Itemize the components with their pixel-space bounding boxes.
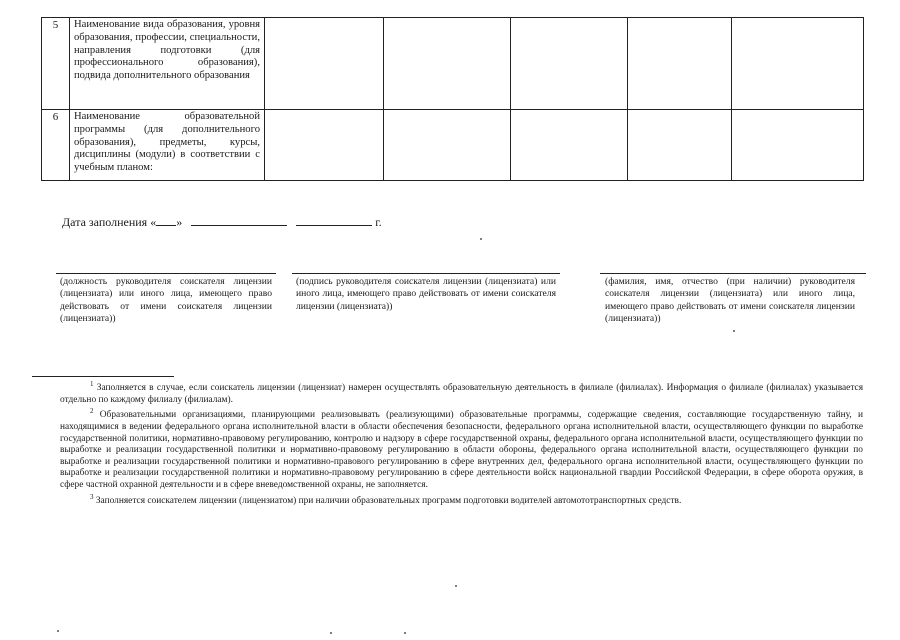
table-cell[interactable]: [732, 18, 864, 110]
table-row: [42, 18, 864, 110]
scan-speck: [733, 330, 735, 332]
scan-speck: [57, 630, 59, 632]
row-label: Наименование вида образования, уровня образования, профессии, специальности, направления подготовки (для профессионального образования), подвида дополнительного образования: [70, 18, 265, 110]
scan-speck: [455, 585, 457, 587]
footnote-mark: 3: [90, 492, 94, 501]
table-cell[interactable]: [628, 110, 732, 181]
day-field[interactable]: [156, 214, 176, 226]
footnote-text: Образовательными организациями, планирующими реализовывать (реализующими) образовательные программы, содержащие сведения, составляющие государственную тайну, и находящимися в ведении федерального органа исполнительной власти в области обеспечения безопасности, федерального органа исполнительной власти, осуществляющего функции по выработке государственной политики, нормативно-правовому регулированию, контролю и надзору в сфере государственной охраны, федерального органа исполнительной власти, осуществляющего функции по выработке и реализации государственной политики и нормативно-правовому регулированию в области обороны, федерального органа исполнительной власти, осуществляющего функции по выработке и реализации государственной политики и нормативно-правового регулированию в сфере внутренних дел, федерального органа исполнительной власти, осуществляющего функции по выработке и реализации государственной политики и нормативно-правовому регулированию в сфере деятельности войск национальной гвардии Российской Федерации, в сфере оборота оружия, в сфере частной охранной деятельности и в сфере вневедомственной охраны, не заполняется.: [60, 410, 863, 490]
scan-speck: [330, 632, 332, 634]
signature-caption: (подпись руководителя соискателя лицензии (лицензиата) или иного лица, имеющего право действовать от имени соискателя лицензии (лицензиата)): [296, 276, 556, 312]
footnote-mark: 2: [90, 407, 94, 416]
footnote-text: Заполняется соискателем лицензии (лицензиатом) при наличии образовательных программ подготовки водителей автомототранспортных средств.: [95, 495, 682, 506]
table-cell[interactable]: [384, 18, 511, 110]
licence-data-table: [41, 17, 864, 181]
table-cell[interactable]: [511, 110, 628, 181]
fill-date-line: [62, 214, 382, 230]
table-cell[interactable]: [511, 18, 628, 110]
footnote-mark: 1: [90, 380, 94, 388]
fill-date-label: Дата заполнения «: [62, 215, 157, 229]
row-label: Наименование образовательной программы (для дополнительного образования), предметы, курсы, дисциплины (модули) в соответствии с учебным планом:: [70, 110, 265, 181]
year-suffix: г.: [375, 215, 382, 229]
position-signature-line[interactable]: [56, 273, 276, 274]
table-cell[interactable]: [628, 18, 732, 110]
footnote-separator: [32, 376, 174, 377]
footnote: [60, 492, 863, 508]
position-caption: (должность руководителя соискателя лицензии (лицензиата) или иного лица, имеющего право действовать от имени соискателя лицензии (лицензиата)): [60, 276, 272, 325]
table-row: [42, 110, 864, 181]
footnote-text: Заполняется в случае, если соискатель лицензии (лицензиат) намерен осуществлять образовательную деятельность в филиале (филиалах). Информация о филиале (филиалах) указывается отдельно по каждому филиалу (филиалам).: [60, 383, 864, 405]
table-cell[interactable]: [384, 110, 511, 181]
name-signature-line[interactable]: [600, 273, 866, 274]
signature-line[interactable]: [292, 273, 560, 274]
row-number: 6: [42, 110, 70, 181]
year-field[interactable]: [296, 214, 372, 226]
scan-speck: [480, 238, 482, 240]
footnote: [60, 379, 863, 406]
fill-date-close-quote: »: [176, 215, 183, 229]
footnotes: [60, 379, 863, 507]
scan-speck: [404, 632, 406, 634]
row-number: 5: [42, 18, 70, 110]
footnote: [60, 406, 863, 491]
month-field[interactable]: [191, 214, 287, 226]
table-cell[interactable]: [732, 110, 864, 181]
table-cell[interactable]: [265, 110, 384, 181]
table-cell[interactable]: [265, 18, 384, 110]
full-name-caption: (фамилия, имя, отчество (при наличии) руководителя соискателя лицензии (лицензиата) или иного лица, имеющего право действовать от имени соискателя лицензии (лицензиата)): [605, 276, 855, 325]
